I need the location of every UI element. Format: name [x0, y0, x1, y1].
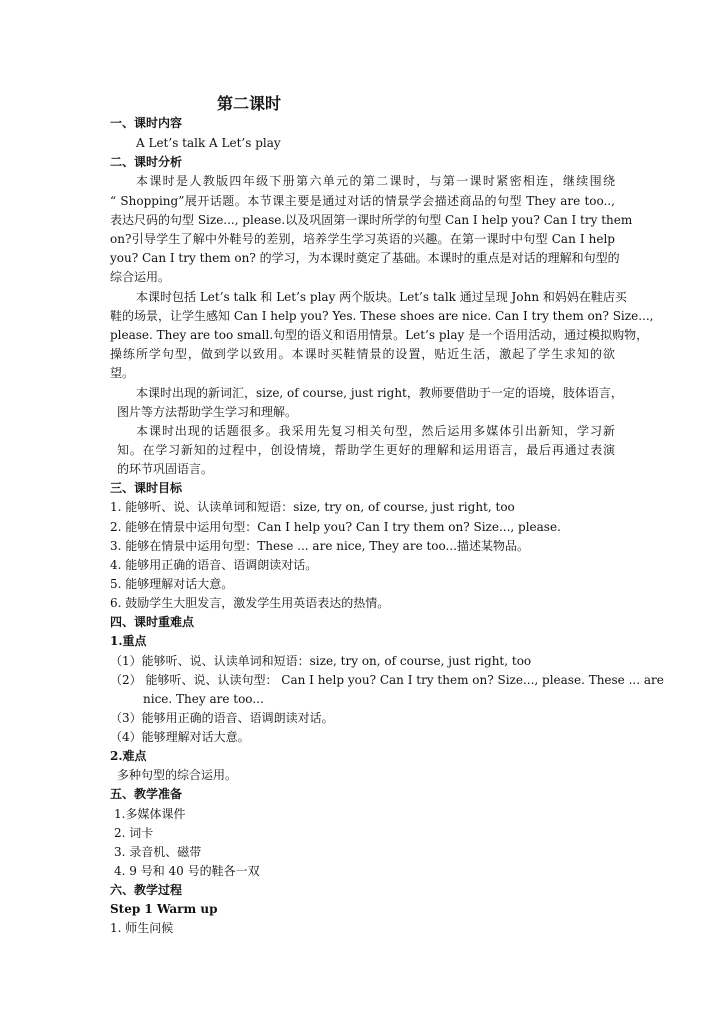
analysis-p4-line: 知。在学习新知的过程中，创设情境，帮助学生更好的理解和运用语言，最后再通过表演 [117, 443, 615, 457]
objective-item: 1. 能够听、说、认读单词和短语：size, try on, of course, just right, too [110, 500, 515, 514]
analysis-p3-line: 图片等方法帮助学生学习和理解。 [117, 405, 298, 419]
section-1-heading: 一、课时内容 [110, 116, 183, 130]
analysis-p2-line: 本课时包括 Let’s talk 和 Let’s play 两个版块。Let’s talk 通过呈现 John 和妈妈在鞋店买 [136, 290, 627, 304]
analysis-p1-line: 表达尺码的句型 Size..., please.以及巩固第一课时所学的句型 Can I help you? Can I try them [110, 213, 633, 227]
analysis-p4-line: 的环节巩固语言。 [117, 462, 214, 476]
analysis-p2-line: 望。 [110, 366, 135, 380]
key-point-item: （2） 能够听、说、认读句型： Can I help you? Can I try them on? Size..., please. These ... are [110, 673, 664, 687]
key-point-item: （1）能够听、说、认读单词和短语：size, try on, of course, just right, too [110, 654, 532, 668]
step-heading: Step 1 Warm up [110, 902, 218, 916]
section-3-heading: 三、课时目标 [110, 481, 183, 495]
preparation-item: 2. 词卡 [114, 826, 154, 840]
section-2-heading: 二、课时分析 [110, 155, 183, 169]
section-4-heading: 四、课时重难点 [110, 615, 195, 629]
step-item: 1. 师生问候 [110, 921, 174, 935]
difficult-point-item: 多种句型的综合运用。 [117, 768, 238, 782]
analysis-p2-line: please. They are too small.句型的语义和语用情景。Let’s play 是一个语用活动，通过模拟购物， [110, 328, 649, 342]
key-point-item-continued: nice. They are too... [143, 692, 264, 706]
objective-item: 6. 鼓励学生大胆发言，激发学生用英语表达的热情。 [110, 596, 390, 610]
page-title: 第二课时 [217, 94, 282, 113]
analysis-p3-line: 本课时出现的新词汇，size, of course, just right，教师要借助于一定的语境，肢体语言， [136, 386, 623, 400]
analysis-p2-line: 鞋的场景，让学生感知 Can I help you? Yes. These shoes are nice. Can I try them on? Size..., [110, 309, 654, 323]
analysis-p2-line: 操练所学句型，做到学以致用。本课时买鞋情景的设置，贴近生活，激起了学生求知的欲 [110, 347, 615, 361]
difficult-points-heading: 2.难点 [110, 749, 147, 763]
analysis-p1-line: “ Shopping”展开话题。本节课主要是通过对话的情景学会描述商品的句型 They are too.., [110, 194, 615, 208]
preparation-item: 1.多媒体课件 [114, 807, 186, 821]
section-5-heading: 五、教学准备 [110, 787, 183, 801]
analysis-p1-line: you? Can I try them on? 的学习，为本课时奠定了基础。本课时的重点是对话的理解和句型的 [110, 251, 620, 265]
section-6-heading: 六、教学过程 [110, 883, 183, 897]
objective-item: 3. 能够在情景中运用句型：These ... are nice, They are too...描述某物品。 [110, 539, 529, 553]
analysis-p1-line: on?引导学生了解中外鞋号的差别，培养学生学习英语的兴趣。在第一课时中句型 Can I help [110, 232, 615, 246]
key-point-item: （4）能够理解对话大意。 [110, 730, 250, 744]
key-point-item: （3）能够用正确的语音、语调朗读对话。 [110, 711, 334, 725]
analysis-p1-line: 本课时是人教版四年级下册第六单元的第二课时，与第一课时紧密相连，继续围绕 [136, 174, 615, 188]
key-points-heading: 1.重点 [110, 634, 147, 648]
objective-item: 2. 能够在情景中运用句型：Can I help you? Can I try them on? Size..., please. [110, 520, 561, 534]
objective-item: 5. 能够理解对话大意。 [110, 577, 234, 591]
analysis-p1-line: 综合运用。 [110, 270, 171, 284]
preparation-item: 4. 9 号和 40 号的鞋各一双 [114, 864, 260, 878]
preparation-item: 3. 录音机、磁带 [114, 845, 202, 859]
analysis-p4-line: 本课时出现的话题很多。我采用先复习相关句型，然后运用多媒体引出新知，学习新 [136, 424, 615, 438]
section-1-content: A Let’s talk A Let’s play [136, 136, 281, 150]
objective-item: 4. 能够用正确的语音、语调朗读对话。 [110, 558, 318, 572]
